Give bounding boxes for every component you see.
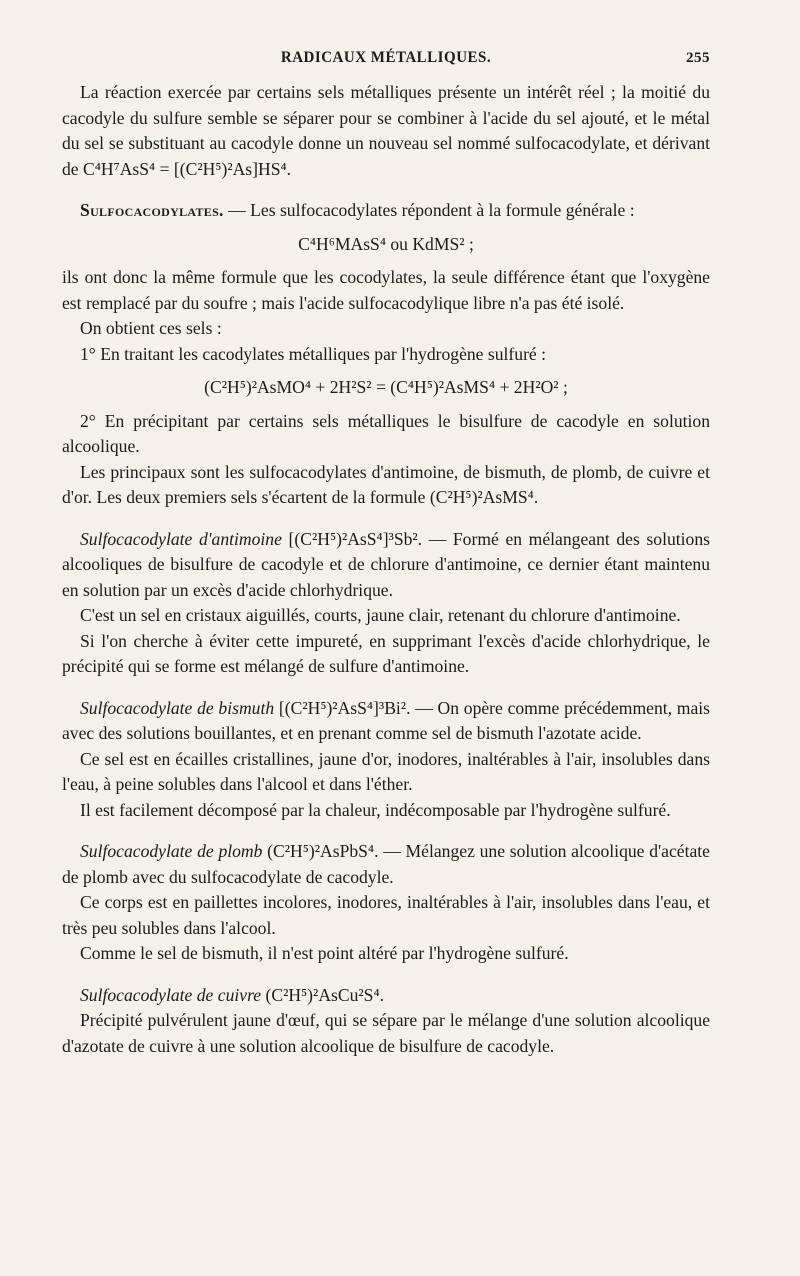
paragraph-plomb-stability: Comme le sel de bismuth, il n'est point altéré par l'hydrogène sulfuré. [80, 943, 569, 963]
paragraph-obtain: On obtient ces sels : [80, 318, 222, 338]
paragraph-plomb [62, 839, 710, 890]
running-title: RADICAUX MÉTALLIQUES. [280, 49, 492, 67]
body-text [62, 80, 710, 1059]
general-formula: C⁴H⁶MAsS⁴ ou KdMS² ; [298, 233, 474, 254]
heading-cuivre: Sulfocacodylate de cuivre [80, 984, 262, 1005]
paragraph-sulfocacodylates [62, 198, 710, 224]
section-heading-sulfocacodylates: Sulfocacodylates. [80, 200, 224, 220]
heading-bismuth: Sulfocacodylate de bismuth [80, 697, 275, 718]
paragraph-antimoine [62, 527, 710, 604]
paragraph-plomb-properties: Ce corps est en paillettes incolores, inodores, inaltérables à l'air, insolubles dans l'eau, et très peu solubles dans l'alcool. [62, 892, 710, 938]
text-bismuth: [(C²H⁵)²AsS⁴]³Bi². — On opère comme précédemment, mais avec des solutions bouillantes, et en prenant comme sel de bismuth l'azotate acide. [62, 697, 710, 743]
text-antimoine: [(C²H⁵)²AsS⁴]³Sb². — Formé en mélangeant des solutions alcooliques de bisulfure de cacodyle et de chlorure d'antimoine, ce dernier étant maintenu en solution par un excès d'acide chlorhydrique. [62, 528, 710, 600]
paragraph-bismuth-properties: Ce sel est en écailles cristallines, jaune d'or, inodores, inaltérables à l'air, insolubles dans l'eau, à peine solubles dans l'alcool et dans l'éther. [62, 748, 710, 794]
paragraph-bismuth [62, 696, 710, 747]
section-text-sulfocacodylates: — Les sulfocacodylates répondent à la formule générale : [223, 200, 635, 220]
reaction-formula: (C²H⁵)²AsMO⁴ + 2H²S² = (C⁴H⁵)²AsMS⁴ + 2H²O² ; [204, 377, 568, 397]
heading-plomb: Sulfocacodylate de plomb [80, 841, 263, 861]
paragraph-cuivre-precipitate: Précipité pulvérulent jaune d'œuf, qui se sépare par le mélange d'une solution alcoolique d'azotate de cuivre à une solution alcoolique de bisulfure de cacodyle. [62, 1010, 710, 1056]
heading-antimoine: Sulfocacodylate d'antimoine [80, 528, 282, 549]
paragraph-intro: La réaction exercée par certains sels métalliques présente un intérêt réel ; la moitié du cacodyle du sulfure semble se séparer pour se combiner à l'acide du sel ajouté, et le métal du sel se substituant au cacodyle donne un nouveau sel nommé sulfocacodylate, et dérivant de C⁴H⁷AsS⁴ = [(C²H⁵)²As]HS⁴. [62, 82, 710, 179]
paragraph-cuivre [62, 983, 710, 1009]
paragraph-antimoine-crystals: C'est un sel en cristaux aiguillés, courts, jaune clair, retenant du chlorure d'antimoine. [80, 605, 681, 625]
paragraph-same-formula: ils ont donc la même formule que les cocodylates, la seule différence étant que l'oxygène est remplacé par du soufre ; mais l'acide sulfocacodylique libre n'a pas été isolé. [62, 267, 710, 313]
running-header [62, 50, 710, 72]
paragraph-principal-salts: Les principaux sont les sulfocacodylates d'antimoine, de bismuth, de plomb, de cuivre et d'or. Les deux premiers sels s'écartent de la formule (C²H⁵)²AsMS⁴. [62, 461, 710, 507]
paragraph-method-2: 2° En précipitant par certains sels métalliques le bisulfure de cacodyle en solution alcoolique. [62, 410, 710, 456]
page-number: 255 [686, 50, 710, 66]
paragraph-method-1: 1° En traitant les cacodylates métalliques par l'hydrogène sulfuré : [80, 343, 547, 364]
text-plomb: (C²H⁵)²AsPbS⁴. — Mélangez une solution alcoolique d'acétate de plomb avec du sulfocacodylate de cacodyle. [62, 841, 710, 887]
paragraph-bismuth-decomposition: Il est facilement décomposé par la chaleur, indécomposable par l'hydrogène sulfuré. [80, 799, 671, 820]
paragraph-antimoine-impurity: Si l'on cherche à éviter cette impureté, en supprimant l'excès d'acide chlorhydrique, le précipité qui se forme est mélangé de sulfure d'antimoine. [62, 630, 710, 676]
text-cuivre: (C²H⁵)²AsCu²S⁴. [261, 984, 384, 1005]
